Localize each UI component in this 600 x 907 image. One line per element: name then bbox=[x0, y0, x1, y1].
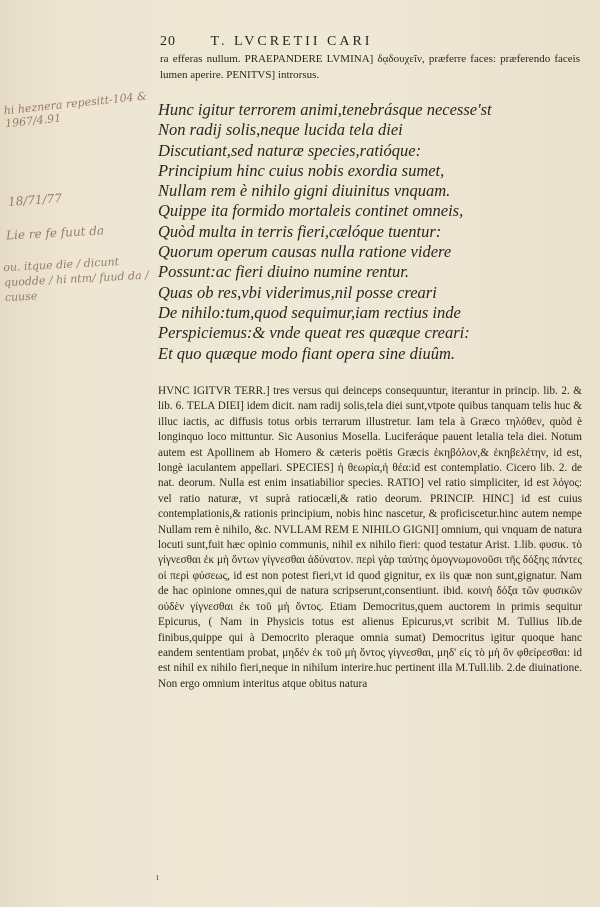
verse-line: Principium hinc cuius nobis exordia sumet, bbox=[158, 160, 445, 180]
page-header bbox=[160, 34, 580, 50]
verse-line: Perspiciemus:& vnde queat res quæque creari: bbox=[158, 323, 470, 343]
verse-line: Quorum operum causas nulla ratione videre bbox=[158, 242, 452, 262]
verse-line: Hunc igitur terrorem animi,tenebrásque necesse'st bbox=[158, 100, 492, 119]
running-title: T. LVCRETII CARI bbox=[210, 34, 373, 49]
verse-line: Possunt:ac fieri diuino numine rentur. bbox=[158, 262, 409, 282]
verse-line: Quòd multa in terris fieri,cælóque tuentur: bbox=[158, 221, 442, 241]
verse-line: Quas ob res,vbi viderimus,nil posse creari bbox=[158, 282, 437, 302]
verse-block bbox=[158, 100, 588, 364]
page-number: 20 bbox=[160, 34, 176, 49]
verse-line: De nihilo:tum,quod sequimur,iam rectius inde bbox=[158, 302, 461, 322]
verse-line: Quippe ita formido mortaleis continet omneis, bbox=[158, 201, 464, 221]
verse-line: Et quo quæque modo fiant opera sine diuûm. bbox=[158, 343, 455, 363]
handwritten-note: Lie re fe fuut da bbox=[5, 223, 105, 243]
commentary-text: HVNC IGITVR TERR.] tres versus qui deinceps consequuntur, iterantur in princip. lib. 2. & lib. 6. TELA DIEI] idem dicit. nam radij solis,tela diei sunt,vtpote quibus tanquam telis huc & illuc iactis, ac diffusis totus orbis terrarum illustretur. Iam tela à Græco τηλόθεν, quòd è longinquo loco mittuntur. Sic Ausonius Mosella. Luciferáque pauent letalia tela diei. Notum autem est Apollinem ab Homero & cæteris poëtis Græcis ἑκηβόλον,& ἑκηβελέτην, id est, longè iaculantem appellari. SPECIES] ἡ θεωρία,ἡ θέα:id est contemplatio. Cicero lib. 2. de nat. deorum. Nulla est enim insatiabilior species. RATIO] vel ratio simpliciter, id est λόγος: vel ratio naturæ, vt suprà ratiocæli,& ratio deorum. PRINCIP. HINC] id est cuius contemplationis,& rationis principium, nobis hinc nascetur, & proficiscetur.hinc autem nempe Nullam rem è nihilo, &c. NVLLAM REM E NIHILO GIGNI] omnium, qui vnquam de natura locuti sunt,fuit hæc opinio communis, nihil ex nihilo fieri: quod testatur Arist. 1.lib. φυσικ. τὸ γίγνεσθαι ἐκ μὴ ὄντων γίγνεσθαι ἀδύνατον. περὶ γὰρ ταύτης ὁμογνωμονοῦσι τῆς δόξης πάντες οἱ περὶ φύσεως, id est non potest fieri,vt id quod gignitur, ex iis quæ non sunt,gignatur. Nam de hac opinione omnes,qui de natura scripserunt,consentiunt. ibid. κοινὴ δόξα τῶν φυσικῶν οὐδὲν γίγνεσθαι ἐκ τοῦ μὴ ὄντος. Etiam Democritus,quem auctorem in primis sequitur Epicurus, ( Nam in Physicis totus est alienus Epicurus,vt scribit M. Tullius lib.de finibus,quippe qui à Democrito pleraque omnia sumat) Democritus igitur quoque hanc eandem sententiam probat, μηδέν ἐκ τοῦ μὴ ὄντος γίγνεσθαι, μηδ' εἰς τὸ μὴ ὂν φθείρεσθαι: id est nihil ex nihilo fieri,neque in nihilum interire.huc pertinent illa M.Tull.lib. 2.de diuinatione. Non ergo omnium interitus atque obitus natura bbox=[158, 385, 582, 690]
handwritten-note: hi heznera repesitt-104 & 1967/4.91 bbox=[3, 89, 148, 131]
handwritten-note: ou. itque die / dicunt quodde / hi ntm/ fuud da / cuuse bbox=[2, 255, 150, 305]
verse-line: Nullam rem è nihilo gigni diuinitus vnquam. bbox=[158, 181, 451, 201]
verse-line: Discutiant,sed naturæ species,ratióque: bbox=[158, 140, 422, 160]
commentary-block bbox=[158, 384, 582, 692]
verse-line: Non radij solis,neque lucida tela diei bbox=[158, 120, 403, 140]
handwritten-note: 18/71/77 bbox=[7, 191, 63, 209]
page-mark: ı bbox=[156, 872, 159, 883]
top-notes: ra efferas nullum. PRAEPANDERE LVMINA] δᾳδουχεῖν, præferre faces: præferendo faceis lumen aperire. PENITVS] introrsus. bbox=[160, 53, 580, 81]
